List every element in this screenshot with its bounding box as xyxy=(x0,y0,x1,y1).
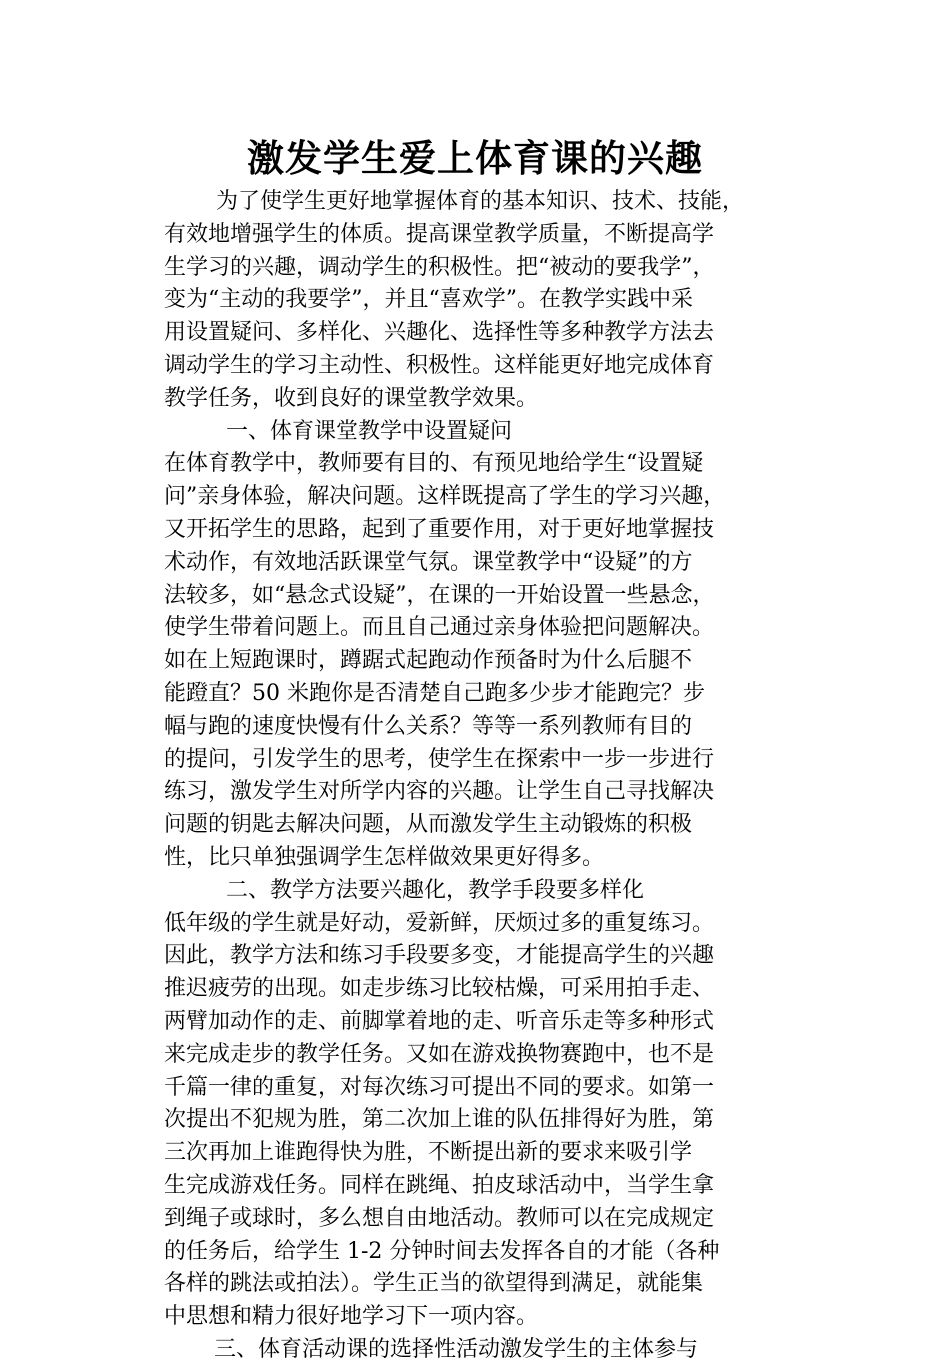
paragraph-line: 有效地增强学生的体质。提高课堂教学质量，不断提高学 xyxy=(164,221,715,247)
section-heading: 三、体育活动课的选择性活动激发学生的主体参与 xyxy=(214,1336,699,1362)
paragraph-line: 法较多，如“悬念式设疑”，在课的一开始设置一些悬念， xyxy=(164,582,715,608)
paragraph-line: 的提问，引发学生的思考，使学生在探索中一步一步进行 xyxy=(164,746,715,772)
paragraph-line: 三次再加上谁跑得快为胜，不断提出新的要求来吸引学 xyxy=(164,1140,693,1166)
paragraph-line: 幅与跑的速度快慢有什么关系？等等一系列教师有目的 xyxy=(164,713,693,739)
paragraph-line: 次提出不犯规为胜，第二次加上谁的队伍排得好为胜，第 xyxy=(164,1107,715,1133)
paragraph-line: 在体育教学中，教师要有目的、有预见地给学生“设置疑 xyxy=(164,451,704,477)
paragraph-line: 生学习的兴趣，调动学生的积极性。把“被动的要我学”， xyxy=(164,254,715,280)
paragraph-line: 千篇一律的重复，对每次练习可提出不同的要求。如第一 xyxy=(164,1074,715,1100)
section-heading: 一、体育课堂教学中设置疑问 xyxy=(226,418,513,444)
paragraph-line: 使学生带着问题上。而且自己通过亲身体验把问题解决。 xyxy=(164,615,715,641)
paragraph-line: 教学任务，收到良好的课堂教学效果。 xyxy=(164,385,539,411)
paragraph-line: 性，比只单独强调学生怎样做效果更好得多。 xyxy=(164,844,605,870)
document-title: 激发学生爱上体育课的兴趣 xyxy=(247,136,703,180)
paragraph-line: 两臂加动作的走、前脚掌着地的走、听音乐走等多种形式 xyxy=(164,1008,715,1034)
paragraph-line: 为了使学生更好地掌握体育的基本知识、技术、技能， xyxy=(216,189,745,214)
paragraph-line: 推迟疲劳的出现。如走步练习比较枯燥，可采用拍手走、 xyxy=(164,976,715,1002)
paragraph-line: 调动学生的学习主动性、积极性。这样能更好地完成体育 xyxy=(164,352,715,378)
paragraph-line: 中思想和精力很好地学习下一项内容。 xyxy=(164,1304,539,1330)
paragraph-line: 能蹬直？50 米跑你是否清楚自己跑多少步才能跑完？步 xyxy=(164,680,705,706)
paragraph-line: 问”亲身体验，解决问题。这样既提高了学生的学习兴趣， xyxy=(164,484,726,510)
paragraph-line: 问题的钥匙去解决问题，从而激发学生主动锻炼的积极 xyxy=(164,812,693,838)
paragraph-line: 又开拓学生的思路，起到了重要作用，对于更好地掌握技 xyxy=(164,516,715,542)
document-body xyxy=(164,186,794,1367)
paragraph-line: 变为“主动的我要学”，并且“喜欢学”。在教学实践中采 xyxy=(164,287,693,313)
section-heading: 二、教学方法要兴趣化，教学手段要多样化 xyxy=(226,877,645,903)
paragraph-line: 到绳子或球时，多么想自由地活动。教师可以在完成规定 xyxy=(164,1205,715,1231)
paragraph-line: 用设置疑问、多样化、兴趣化、选择性等多种教学方法去 xyxy=(164,320,715,346)
paragraph-line: 来完成走步的教学任务。又如在游戏换物赛跑中，也不是 xyxy=(164,1041,715,1067)
paragraph-line: 练习，激发学生对所学内容的兴趣。让学生自己寻找解决 xyxy=(164,779,715,805)
paragraph-line: 术动作，有效地活跃课堂气氛。课堂教学中“设疑”的方 xyxy=(164,549,693,575)
paragraph-line: 低年级的学生就是好动，爱新鲜，厌烦过多的重复练习。 xyxy=(164,910,715,936)
paragraph-line: 生完成游戏任务。同样在跳绳、拍皮球活动中，当学生拿 xyxy=(164,1172,715,1198)
paragraph-line: 因此，教学方法和练习手段要多变，才能提高学生的兴趣 xyxy=(164,943,715,969)
paragraph-line: 如在上短跑课时，蹲踞式起跑动作预备时为什么后腿不 xyxy=(164,648,693,674)
paragraph-line: 的任务后，给学生 1-2 分钟时间去发挥各自的才能（各种 xyxy=(164,1238,720,1264)
paragraph-line: 各样的跳法或拍法）。学生正当的欲望得到满足，就能集 xyxy=(164,1271,704,1297)
